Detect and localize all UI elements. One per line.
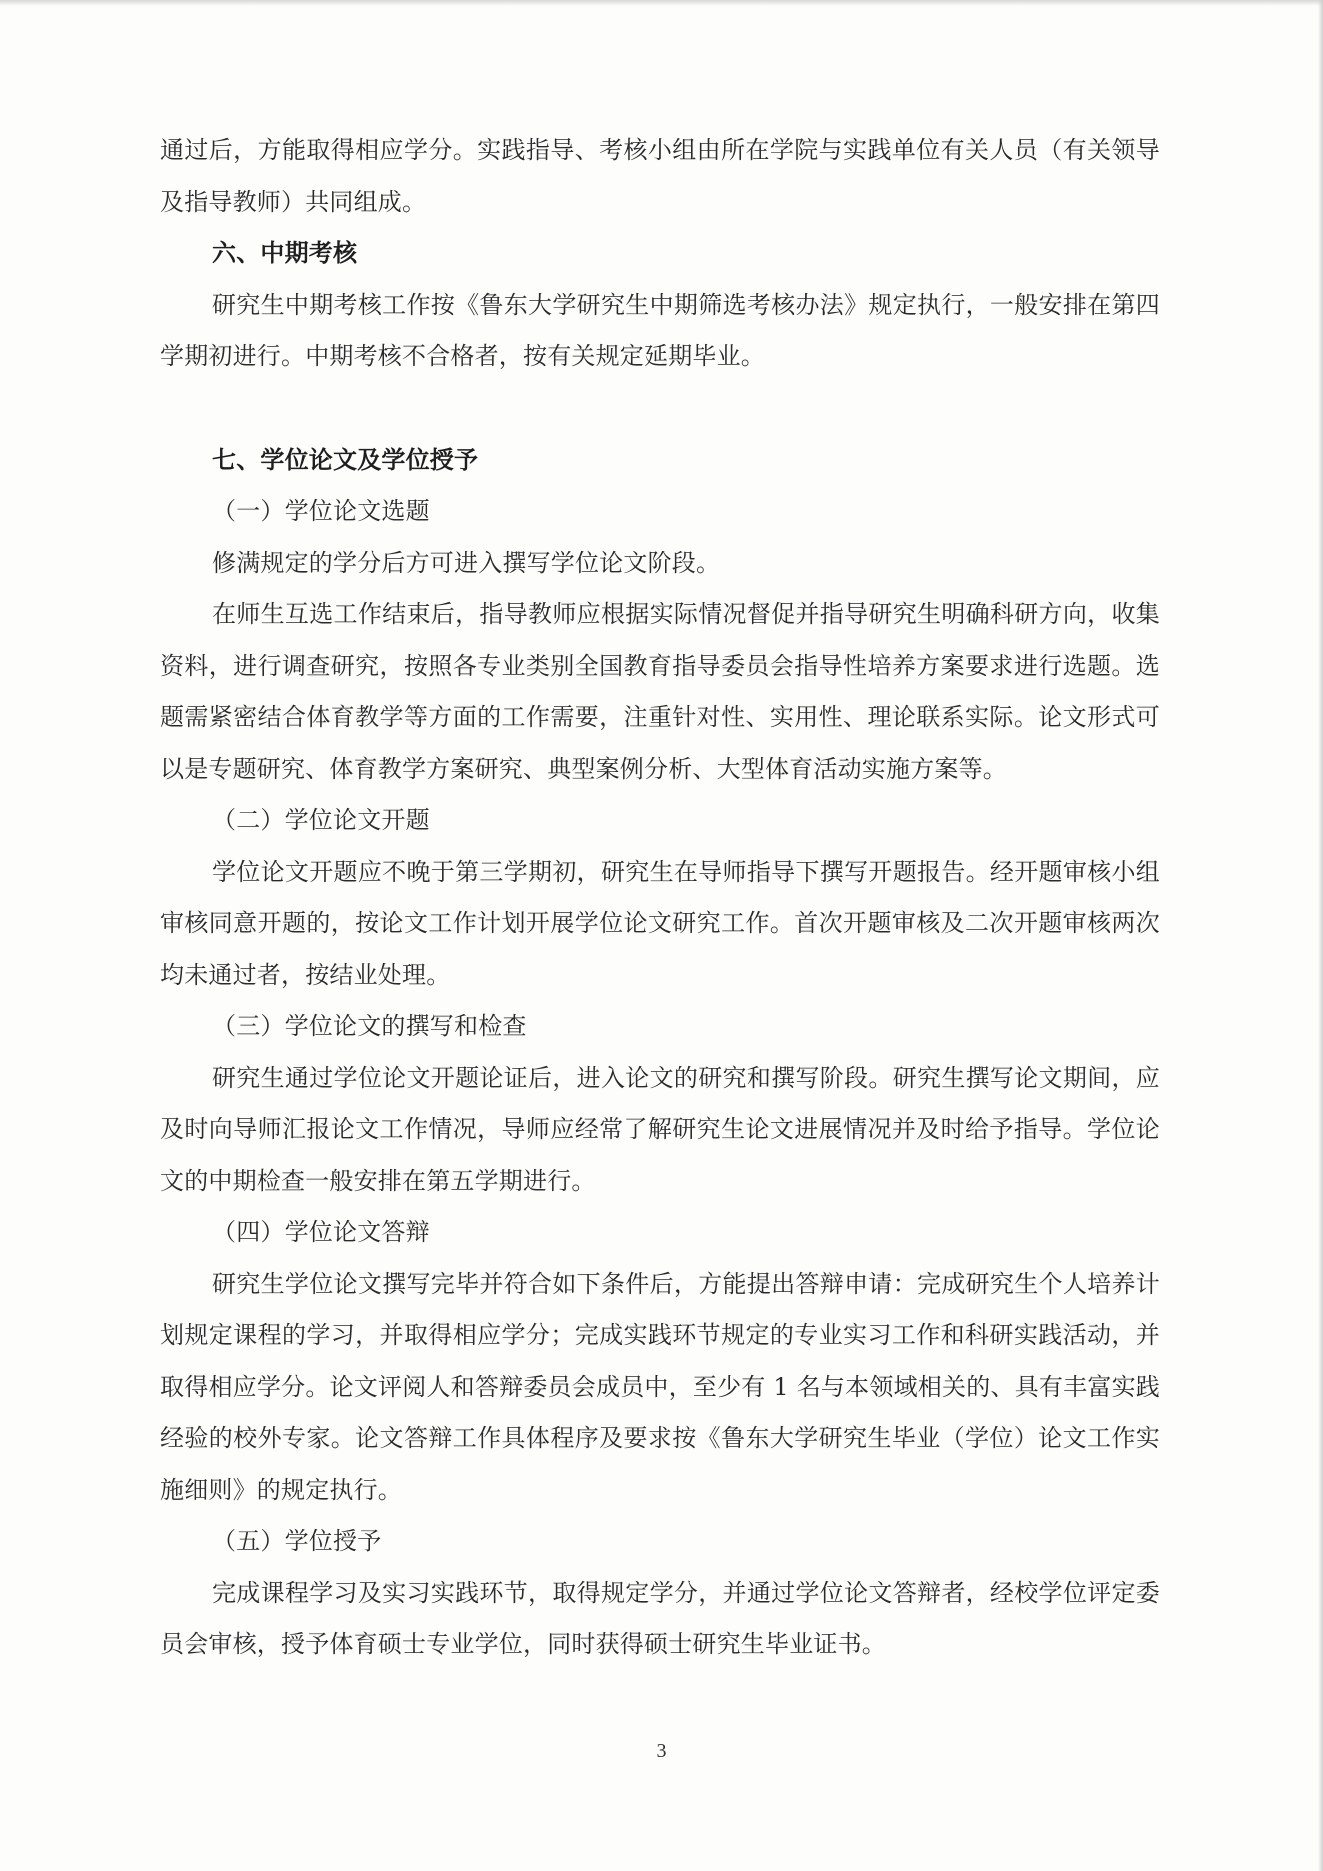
paragraph-writing-review: 研究生通过学位论文开题论证后，进入论文的研究和撰写阶段。研究生撰写论文期间，应及时向导师汇报论文工作情况，导师应经常了解研究生论文进展情况并及时给予指导。学位论文的中期检查一般安排在第五学期进行。 [160,1063,1160,1195]
subheading-proposal: （二）学位论文开题 [212,806,430,834]
section-gap [160,383,1160,435]
paragraph-proposal: 学位论文开题应不晚于第三学期初，研究生在导师指导下撰写开题报告。经开题审核小组审核同意开题的，按论文工作计划开展学位论文研究工作。首次开题审核及二次开题审核两次均未通过者，按结业处理。 [160,857,1160,989]
paragraph-defense: 研究生学位论文撰写完毕并符合如下条件后，方能提出答辩申请：完成研究生个人培养计划规定课程的学习，并取得相应学分；完成实践环节规定的专业实习工作和科研实践活动，并取得相应学分。论文评阅人和答辩委员会成员中，至少有 1 名与本领域相关的、具有丰富实践经验的校外专家。论文答辩工作具体程序及要求按《鲁东大学研究生毕业（学位）论文工作实施细则》的规定执行。 [160,1269,1160,1504]
scan-edge-top [0,0,1323,6]
subheading-degree-conferral: （五）学位授予 [212,1527,382,1555]
section-heading-midterm: 六、中期考核 [212,239,358,267]
scan-edge-right [1318,0,1323,1871]
paragraph-topic-selection: 在师生互选工作结束后，指导教师应根据实际情况督促并指导研究生明确科研方向，收集资料，进行调查研究，按照各专业类别全国教育指导委员会指导性培养方案要求进行选题。选题需紧密结合体育教学等方面的工作需要，注重针对性、实用性、理论联系实际。论文形式可以是专题研究、体育教学方案研究、典型案例分析、大型体育活动实施方案等。 [160,600,1160,783]
subheading-writing-review: （三）学位论文的撰写和检查 [212,1012,527,1040]
subheading-defense: （四）学位论文答辩 [212,1218,430,1246]
subheading-topic-selection: （一）学位论文选题 [212,497,430,525]
paragraph-continued: 通过后，方能取得相应学分。实践指导、考核小组由所在学院与实践单位有关人员（有关领导及指导教师）共同组成。 [160,136,1160,216]
paragraph-midterm: 研究生中期考核工作按《鲁东大学研究生中期筛选考核办法》规定执行，一般安排在第四学期初进行。中期考核不合格者，按有关规定延期毕业。 [160,290,1160,370]
paragraph-degree-conferral: 完成课程学习及实习实践环节，取得规定学分，并通过学位论文答辩者，经校学位评定委员会审核，授予体育硕士专业学位，同时获得硕士研究生毕业证书。 [160,1578,1160,1658]
section-heading-thesis: 七、学位论文及学位授予 [212,445,479,474]
paragraph-topic-selection-intro: 修满规定的学分后方可进入撰写学位论文阶段。 [212,548,721,577]
document-body [160,125,1160,1671]
page-number: 3 [656,1740,667,1762]
